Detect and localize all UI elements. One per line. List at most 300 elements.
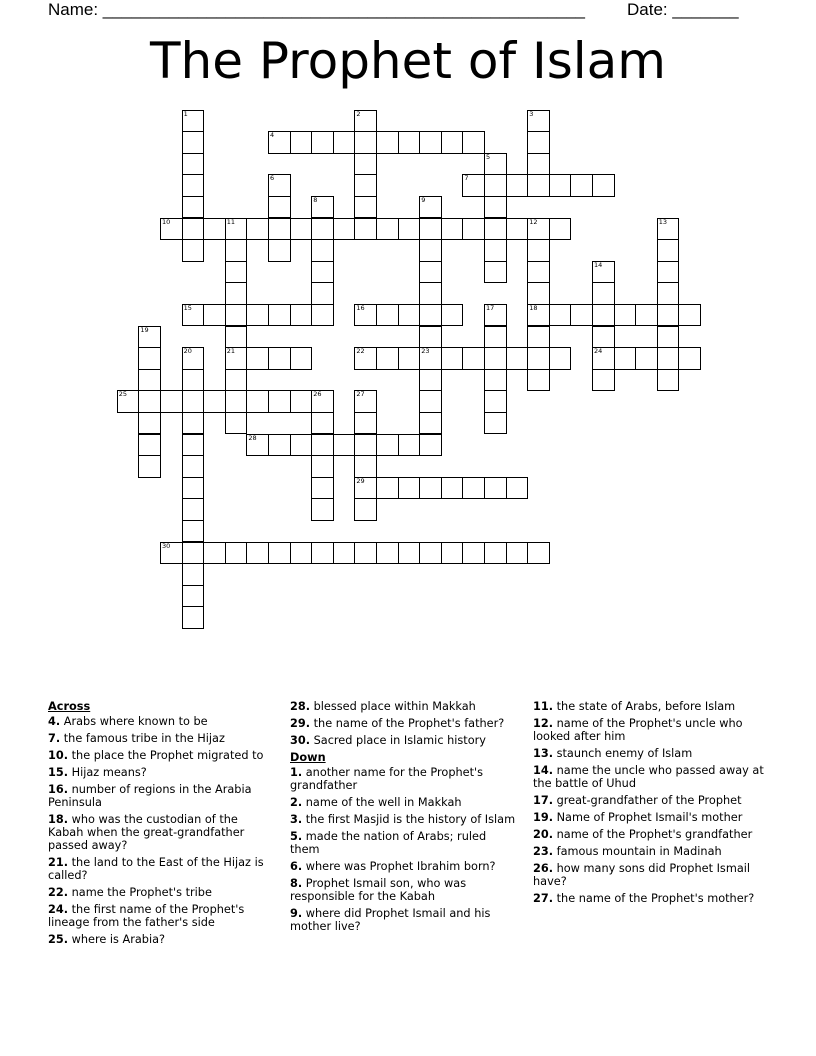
grid-cell[interactable] bbox=[527, 369, 550, 392]
grid-cell[interactable] bbox=[635, 347, 658, 370]
grid-cell[interactable] bbox=[376, 434, 399, 457]
clue-item bbox=[290, 860, 518, 873]
grid-cell[interactable] bbox=[527, 218, 550, 241]
clue-number: 18. bbox=[48, 813, 69, 826]
clue-text: number of regions in the Arabia Peninsula bbox=[48, 783, 252, 809]
clue-number: 29. bbox=[290, 717, 311, 730]
clue-item bbox=[533, 811, 765, 824]
grid-cell[interactable] bbox=[419, 434, 442, 457]
grid-cell[interactable] bbox=[182, 542, 205, 565]
grid-cell[interactable] bbox=[484, 369, 507, 392]
grid-cell[interactable] bbox=[441, 304, 464, 327]
clue-number: 20. bbox=[533, 828, 554, 841]
grid-cell[interactable] bbox=[441, 477, 464, 500]
grid-cell[interactable] bbox=[311, 498, 334, 521]
grid-cell[interactable] bbox=[354, 174, 377, 197]
grid-cell[interactable] bbox=[225, 390, 248, 413]
grid-cell[interactable] bbox=[311, 412, 334, 435]
cell-number: 20 bbox=[183, 347, 192, 356]
grid-cell[interactable] bbox=[290, 131, 313, 154]
grid-cell[interactable] bbox=[614, 304, 637, 327]
grid-cell[interactable] bbox=[225, 261, 248, 284]
cell-number: 25 bbox=[118, 390, 128, 399]
grid-cell[interactable] bbox=[398, 218, 421, 241]
grid-cell[interactable] bbox=[484, 304, 507, 327]
grid-cell[interactable] bbox=[354, 477, 377, 500]
grid-cell[interactable] bbox=[570, 304, 593, 327]
cell-number: 7 bbox=[464, 174, 469, 183]
grid-cell[interactable] bbox=[268, 131, 291, 154]
clue-number: 30. bbox=[290, 734, 311, 747]
grid-cell[interactable] bbox=[592, 174, 615, 197]
cell-number: 26 bbox=[313, 390, 322, 399]
grid-cell[interactable] bbox=[657, 261, 680, 284]
cell-number: 16 bbox=[356, 303, 365, 312]
grid-cell[interactable] bbox=[311, 477, 334, 500]
clue-text: made the nation of Arabs; ruled them bbox=[290, 830, 487, 856]
grid-cell[interactable] bbox=[182, 239, 205, 262]
clue-number: 14. bbox=[533, 764, 554, 777]
grid-cell[interactable] bbox=[376, 131, 399, 154]
clue-number: 21. bbox=[48, 856, 69, 869]
grid-cell[interactable] bbox=[182, 369, 205, 392]
clue-column-3 bbox=[533, 700, 765, 909]
grid-cell[interactable] bbox=[376, 304, 399, 327]
cell-number: 10 bbox=[162, 217, 171, 226]
grid-cell[interactable] bbox=[419, 369, 442, 392]
clue-number: 11. bbox=[533, 700, 554, 713]
grid-cell[interactable] bbox=[246, 347, 269, 370]
clue-item bbox=[533, 794, 765, 807]
grid-cell[interactable] bbox=[549, 174, 572, 197]
clue-item bbox=[533, 862, 765, 888]
grid-cell[interactable] bbox=[506, 174, 529, 197]
grid-cell[interactable] bbox=[311, 218, 334, 241]
grid-cell[interactable] bbox=[506, 477, 529, 500]
grid-cell[interactable] bbox=[419, 412, 442, 435]
grid-cell[interactable] bbox=[354, 218, 377, 241]
grid-cell[interactable] bbox=[592, 326, 615, 349]
grid-cell[interactable] bbox=[138, 455, 161, 478]
grid-cell[interactable] bbox=[484, 347, 507, 370]
grid-cell[interactable] bbox=[246, 218, 269, 241]
cell-number: 12 bbox=[529, 217, 538, 226]
clue-item bbox=[290, 796, 518, 809]
clue-item bbox=[48, 886, 276, 899]
grid-cell[interactable] bbox=[268, 196, 291, 219]
grid-cell[interactable] bbox=[182, 196, 205, 219]
clue-column-2 bbox=[290, 700, 518, 937]
grid-cell[interactable] bbox=[246, 434, 269, 457]
grid-cell[interactable] bbox=[484, 477, 507, 500]
clue-text: staunch enemy of Islam bbox=[556, 747, 693, 760]
grid-cell[interactable] bbox=[290, 218, 313, 241]
grid-cell[interactable] bbox=[484, 153, 507, 176]
grid-cell[interactable] bbox=[441, 542, 464, 565]
clue-item bbox=[48, 783, 276, 809]
grid-cell[interactable] bbox=[182, 434, 205, 457]
clue-item bbox=[48, 715, 276, 728]
grid-cell[interactable] bbox=[182, 477, 205, 500]
clue-item bbox=[290, 907, 518, 933]
grid-cell[interactable] bbox=[138, 434, 161, 457]
grid-cell[interactable] bbox=[592, 304, 615, 327]
grid-cell[interactable] bbox=[182, 585, 205, 608]
cell-number: 5 bbox=[486, 152, 491, 161]
grid-cell[interactable] bbox=[419, 347, 442, 370]
grid-cell[interactable] bbox=[138, 326, 161, 349]
grid-cell[interactable] bbox=[225, 282, 248, 305]
grid-cell[interactable] bbox=[182, 174, 205, 197]
grid-cell[interactable] bbox=[225, 304, 248, 327]
grid-cell[interactable] bbox=[484, 542, 507, 565]
grid-cell[interactable] bbox=[592, 347, 615, 370]
grid-cell[interactable] bbox=[570, 174, 593, 197]
grid-cell[interactable] bbox=[527, 304, 550, 327]
grid-cell[interactable] bbox=[527, 153, 550, 176]
grid-cell[interactable] bbox=[225, 326, 248, 349]
clue-text: name the uncle who passed away at the battle of Uhud bbox=[533, 764, 764, 790]
clue-number: 24. bbox=[48, 903, 69, 916]
grid-cell[interactable] bbox=[354, 347, 377, 370]
clue-number: 19. bbox=[533, 811, 554, 824]
grid-cell[interactable] bbox=[635, 304, 658, 327]
grid-cell[interactable] bbox=[354, 412, 377, 435]
grid-cell[interactable] bbox=[441, 347, 464, 370]
clue-text: Hijaz means? bbox=[71, 766, 147, 779]
cell-number: 30 bbox=[162, 541, 171, 550]
grid-cell[interactable] bbox=[462, 477, 485, 500]
grid-cell[interactable] bbox=[182, 520, 205, 543]
grid-cell[interactable] bbox=[333, 131, 356, 154]
clue-item bbox=[290, 717, 518, 730]
grid-cell[interactable] bbox=[527, 282, 550, 305]
clue-item bbox=[533, 828, 765, 841]
grid-cell[interactable] bbox=[419, 131, 442, 154]
clue-item bbox=[290, 734, 518, 747]
clue-number: 15. bbox=[48, 766, 69, 779]
grid-cell[interactable] bbox=[268, 304, 291, 327]
grid-cell[interactable] bbox=[441, 218, 464, 241]
grid-cell[interactable] bbox=[290, 347, 313, 370]
clue-number: 4. bbox=[48, 715, 61, 728]
grid-cell[interactable] bbox=[203, 390, 226, 413]
clue-text: the famous tribe in the Hijaz bbox=[63, 732, 225, 745]
clue-text: where is Arabia? bbox=[71, 933, 166, 946]
grid-cell[interactable] bbox=[354, 153, 377, 176]
grid-cell[interactable] bbox=[160, 218, 183, 241]
cell-number: 29 bbox=[356, 476, 365, 485]
grid-cell[interactable] bbox=[311, 239, 334, 262]
section-heading-across: Across bbox=[48, 700, 91, 713]
grid-cell[interactable] bbox=[225, 347, 248, 370]
grid-cell[interactable] bbox=[311, 434, 334, 457]
clue-text: where was Prophet Ibrahim born? bbox=[305, 860, 496, 873]
grid-cell[interactable] bbox=[182, 304, 205, 327]
grid-cell[interactable] bbox=[419, 477, 442, 500]
grid-cell[interactable] bbox=[290, 390, 313, 413]
clue-item bbox=[290, 813, 518, 826]
cell-number: 8 bbox=[313, 195, 318, 204]
grid-cell[interactable] bbox=[484, 196, 507, 219]
grid-cell[interactable] bbox=[592, 369, 615, 392]
grid-cell[interactable] bbox=[506, 347, 529, 370]
grid-cell[interactable] bbox=[268, 174, 291, 197]
grid-cell[interactable] bbox=[268, 434, 291, 457]
grid-cell[interactable] bbox=[441, 131, 464, 154]
grid-cell[interactable] bbox=[203, 218, 226, 241]
clue-text: where did Prophet Ismail and his mother live? bbox=[290, 907, 491, 933]
grid-cell[interactable] bbox=[354, 304, 377, 327]
grid-cell[interactable] bbox=[376, 542, 399, 565]
cell-number: 9 bbox=[421, 195, 426, 204]
grid-cell[interactable] bbox=[333, 218, 356, 241]
grid-cell[interactable] bbox=[527, 347, 550, 370]
cell-number: 1 bbox=[183, 109, 188, 118]
clue-number: 3. bbox=[290, 813, 303, 826]
clue-text: the name of the Prophet's mother? bbox=[556, 892, 755, 905]
grid-cell[interactable] bbox=[484, 174, 507, 197]
grid-cell[interactable] bbox=[268, 542, 291, 565]
grid-cell[interactable] bbox=[182, 153, 205, 176]
clue-item bbox=[533, 845, 765, 858]
grid-cell[interactable] bbox=[527, 110, 550, 133]
grid-cell[interactable] bbox=[376, 218, 399, 241]
grid-cell[interactable] bbox=[138, 347, 161, 370]
cell-number: 23 bbox=[421, 347, 430, 356]
clue-number: 22. bbox=[48, 886, 69, 899]
grid-cell[interactable] bbox=[527, 542, 550, 565]
grid-cell[interactable] bbox=[657, 304, 680, 327]
grid-cell[interactable] bbox=[592, 282, 615, 305]
cell-number: 14 bbox=[594, 260, 603, 269]
grid-cell[interactable] bbox=[678, 347, 701, 370]
grid-cell[interactable] bbox=[527, 174, 550, 197]
grid-cell[interactable] bbox=[484, 261, 507, 284]
grid-cell[interactable] bbox=[462, 131, 485, 154]
grid-cell[interactable] bbox=[268, 218, 291, 241]
grid-cell[interactable] bbox=[354, 542, 377, 565]
grid-cell[interactable] bbox=[160, 542, 183, 565]
grid-cell[interactable] bbox=[484, 218, 507, 241]
grid-cell[interactable] bbox=[398, 477, 421, 500]
grid-cell[interactable] bbox=[657, 369, 680, 392]
grid-cell[interactable] bbox=[225, 218, 248, 241]
grid-cell[interactable] bbox=[549, 304, 572, 327]
grid-cell[interactable] bbox=[354, 434, 377, 457]
clue-text: who was the custodian of the Kabah when the great-grandfather passed away? bbox=[48, 813, 245, 852]
cell-number: 28 bbox=[248, 433, 257, 442]
grid-cell[interactable] bbox=[225, 369, 248, 392]
grid-cell[interactable] bbox=[657, 326, 680, 349]
grid-cell[interactable] bbox=[506, 218, 529, 241]
grid-cell[interactable] bbox=[462, 347, 485, 370]
grid-cell[interactable] bbox=[182, 110, 205, 133]
clue-number: 5. bbox=[290, 830, 303, 843]
grid-cell[interactable] bbox=[225, 412, 248, 435]
grid-cell[interactable] bbox=[290, 304, 313, 327]
grid-cell[interactable] bbox=[311, 455, 334, 478]
grid-cell[interactable] bbox=[225, 239, 248, 262]
clue-number: 6. bbox=[290, 860, 303, 873]
grid-cell[interactable] bbox=[225, 542, 248, 565]
grid-cell[interactable] bbox=[182, 131, 205, 154]
clue-number: 28. bbox=[290, 700, 311, 713]
grid-cell[interactable] bbox=[462, 542, 485, 565]
grid-cell[interactable] bbox=[419, 282, 442, 305]
grid-cell[interactable] bbox=[419, 218, 442, 241]
grid-cell[interactable] bbox=[182, 606, 205, 629]
grid-cell[interactable] bbox=[182, 455, 205, 478]
grid-cell[interactable] bbox=[398, 434, 421, 457]
grid-cell[interactable] bbox=[246, 304, 269, 327]
grid-cell[interactable] bbox=[462, 218, 485, 241]
clue-text: name the Prophet's tribe bbox=[71, 886, 212, 899]
cell-number: 19 bbox=[140, 325, 149, 334]
clue-text: great-grandfather of the Prophet bbox=[556, 794, 742, 807]
grid-cell[interactable] bbox=[462, 174, 485, 197]
cell-number: 13 bbox=[658, 217, 668, 226]
grid-cell[interactable] bbox=[138, 369, 161, 392]
grid-cell[interactable] bbox=[398, 131, 421, 154]
clue-text: the first Masjid is the history of Islam bbox=[305, 813, 516, 826]
cell-number: 24 bbox=[594, 347, 603, 356]
clue-text: Arabs where known to be bbox=[63, 715, 208, 728]
grid-cell[interactable] bbox=[311, 542, 334, 565]
grid-cell[interactable] bbox=[484, 412, 507, 435]
grid-cell[interactable] bbox=[290, 542, 313, 565]
clue-number: 2. bbox=[290, 796, 303, 809]
clue-text: Sacred place in Islamic history bbox=[313, 734, 486, 747]
grid-cell[interactable] bbox=[419, 261, 442, 284]
page-title: The Prophet of Islam bbox=[149, 32, 666, 90]
grid-cell[interactable] bbox=[419, 390, 442, 413]
grid-cell[interactable] bbox=[419, 542, 442, 565]
clue-text: the land to the East of the Hijaz is called? bbox=[48, 856, 264, 882]
clue-number: 10. bbox=[48, 749, 69, 762]
grid-cell[interactable] bbox=[592, 261, 615, 284]
cell-number: 18 bbox=[529, 303, 538, 312]
clue-item bbox=[290, 830, 518, 856]
grid-cell[interactable] bbox=[138, 412, 161, 435]
grid-cell[interactable] bbox=[527, 239, 550, 262]
clue-item bbox=[48, 749, 276, 762]
cell-number: 17 bbox=[486, 303, 495, 312]
grid-cell[interactable] bbox=[678, 304, 701, 327]
grid-cell[interactable] bbox=[549, 347, 572, 370]
clue-text: famous mountain in Madinah bbox=[556, 845, 722, 858]
grid-cell[interactable] bbox=[527, 326, 550, 349]
clue-text: the first name of the Prophet's lineage from the father's side bbox=[48, 903, 245, 929]
clue-number: 13. bbox=[533, 747, 554, 760]
cell-number: 6 bbox=[270, 174, 275, 183]
grid-cell[interactable] bbox=[354, 498, 377, 521]
grid-cell[interactable] bbox=[182, 218, 205, 241]
clue-item bbox=[290, 877, 518, 903]
grid-cell[interactable] bbox=[333, 434, 356, 457]
grid-cell[interactable] bbox=[657, 282, 680, 305]
grid-cell[interactable] bbox=[354, 196, 377, 219]
grid-cell[interactable] bbox=[376, 477, 399, 500]
grid-cell[interactable] bbox=[268, 390, 291, 413]
clue-number: 26. bbox=[533, 862, 554, 875]
grid-cell[interactable] bbox=[182, 412, 205, 435]
clue-number: 27. bbox=[533, 892, 554, 905]
cell-number: 22 bbox=[356, 347, 365, 356]
grid-cell[interactable] bbox=[398, 542, 421, 565]
grid-cell[interactable] bbox=[657, 218, 680, 241]
cell-number: 27 bbox=[356, 390, 365, 399]
grid-cell[interactable] bbox=[419, 326, 442, 349]
grid-cell[interactable] bbox=[138, 390, 161, 413]
grid-cell[interactable] bbox=[246, 542, 269, 565]
grid-cell[interactable] bbox=[398, 304, 421, 327]
grid-cell[interactable] bbox=[398, 347, 421, 370]
grid-cell[interactable] bbox=[182, 498, 205, 521]
grid-cell[interactable] bbox=[484, 390, 507, 413]
grid-cell[interactable] bbox=[182, 390, 205, 413]
grid-cell[interactable] bbox=[657, 239, 680, 262]
grid-cell[interactable] bbox=[311, 261, 334, 284]
grid-cell[interactable] bbox=[354, 131, 377, 154]
grid-cell[interactable] bbox=[311, 390, 334, 413]
grid-cell[interactable] bbox=[657, 347, 680, 370]
grid-cell[interactable] bbox=[354, 390, 377, 413]
grid-cell[interactable] bbox=[182, 563, 205, 586]
grid-cell[interactable] bbox=[160, 390, 183, 413]
grid-cell[interactable] bbox=[203, 542, 226, 565]
clue-number: 23. bbox=[533, 845, 554, 858]
grid-cell[interactable] bbox=[268, 239, 291, 262]
clue-text: the name of the Prophet's father? bbox=[313, 717, 505, 730]
cell-number: 4 bbox=[270, 131, 275, 140]
clue-item bbox=[48, 856, 276, 882]
grid-cell[interactable] bbox=[614, 347, 637, 370]
grid-cell[interactable] bbox=[354, 455, 377, 478]
grid-cell[interactable] bbox=[333, 542, 356, 565]
grid-cell[interactable] bbox=[290, 434, 313, 457]
grid-cell[interactable] bbox=[311, 304, 334, 327]
grid-cell[interactable] bbox=[203, 304, 226, 327]
grid-cell[interactable] bbox=[419, 239, 442, 262]
clue-number: 7. bbox=[48, 732, 61, 745]
grid-cell[interactable] bbox=[376, 347, 399, 370]
grid-cell[interactable] bbox=[419, 304, 442, 327]
clue-text: Prophet Ismail son, who was responsible for the Kabah bbox=[290, 877, 467, 903]
grid-cell[interactable] bbox=[311, 196, 334, 219]
clue-number: 25. bbox=[48, 933, 69, 946]
grid-cell[interactable] bbox=[484, 239, 507, 262]
grid-cell[interactable] bbox=[527, 261, 550, 284]
grid-cell[interactable] bbox=[549, 218, 572, 241]
clue-number: 1. bbox=[290, 766, 303, 779]
grid-cell[interactable] bbox=[268, 347, 291, 370]
clue-text: the place the Prophet migrated to bbox=[71, 749, 264, 762]
clue-item bbox=[533, 700, 765, 713]
grid-cell[interactable] bbox=[246, 390, 269, 413]
grid-cell[interactable] bbox=[311, 131, 334, 154]
grid-cell[interactable] bbox=[506, 542, 529, 565]
grid-cell[interactable] bbox=[484, 326, 507, 349]
grid-cell[interactable] bbox=[311, 282, 334, 305]
grid-cell[interactable] bbox=[354, 110, 377, 133]
cell-number: 21 bbox=[226, 347, 236, 356]
grid-cell[interactable] bbox=[182, 347, 205, 370]
clue-item bbox=[48, 766, 276, 779]
grid-cell[interactable] bbox=[527, 131, 550, 154]
grid-cell[interactable] bbox=[117, 390, 140, 413]
grid-cell[interactable] bbox=[419, 196, 442, 219]
